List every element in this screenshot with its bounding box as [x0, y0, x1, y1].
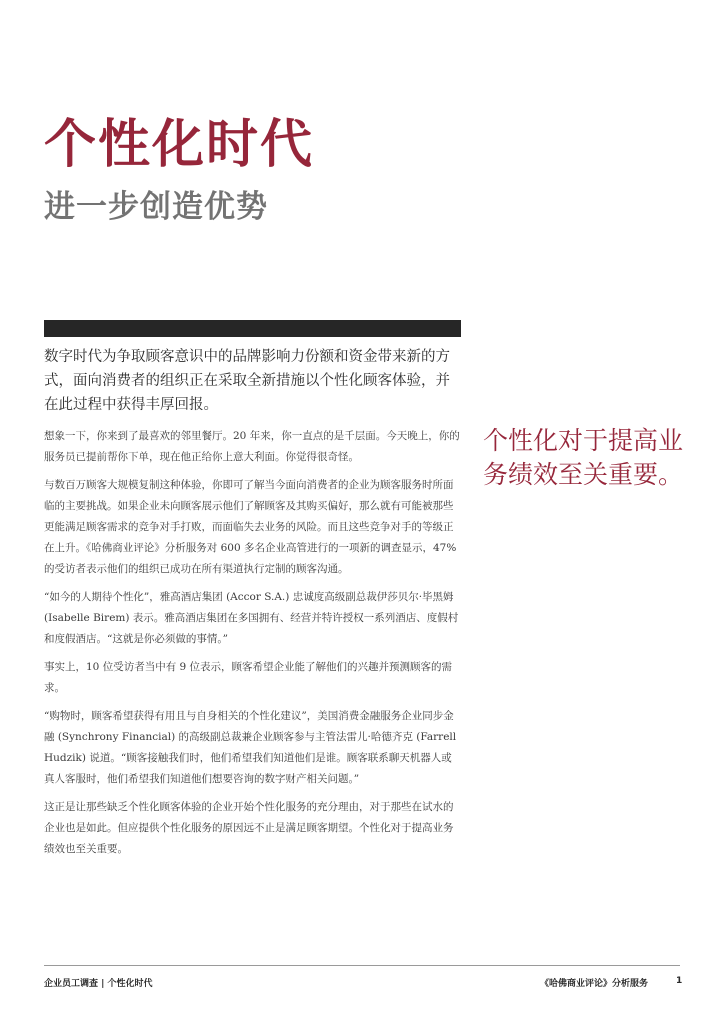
- footer-divider: [44, 965, 680, 966]
- page-number: 1: [676, 976, 683, 986]
- page-title: 个性化时代: [44, 115, 315, 175]
- body-paragraph: “如今的人期待个性化”，雅高酒店集团 (Accor S.A.) 忠诚度高级副总裁伊莎贝尔·毕黑姆 (Isabelle Birem) 表示。雅高酒店集团在多国拥有、经营并特许授权一系列酒店、度假村和度假酒店。“这就是你必须做的事情。”: [44, 591, 459, 645]
- body-paragraph: 与数百万顾客大规模复制这种体验，你即可了解当今面向消费者的企业为顾客服务时所面临的主要挑战。如果企业未向顾客展示他们了解顾客及其购买偏好，那么就有可能被那些更能满足顾客需求的竞争对手打败，而面临失去业务的风险。而且这些竞争对手的等级正在上升。《哈佛商业评论》分析服务对 600 多名企业高管进行的一项新的调查显示，47% 的受访者表示他们的组织已成功在所有渠道执行定制的顾客沟通。: [44, 479, 457, 575]
- body-paragraph: 这正是让那些缺乏个性化顾客体验的企业开始个性化服务的充分理由，对于那些在试水的企业也是如此。但应提供个性化服务的原因远不止是满足顾客期望。个性化对于提高业务绩效也至关重要。: [44, 801, 454, 855]
- lead-paragraph: 数字时代为争取顾客意识中的品牌影响力份额和资金带来新的方式，面向消费者的组织正在采取全新措施以个性化顾客体验，并在此过程中获得丰厚回报。: [44, 349, 450, 413]
- footer-publisher: 《哈佛商业评论》分析服务: [540, 979, 649, 989]
- body-text: [44, 426, 462, 867]
- section-divider-bar: [44, 320, 461, 337]
- page-subtitle: 进一步创造优势: [44, 189, 268, 225]
- body-paragraph: 事实上，10 位受访者当中有 9 位表示，顾客希望企业能了解他们的兴趣并预测顾客的需求。: [44, 661, 453, 694]
- body-paragraph: 想象一下，你来到了最喜欢的邻里餐厅。20 年来，你一直点的是千层面。今天晚上，你的服务员已提前帮你下单，现在他正给你上意大利面。你觉得很奇怪。: [44, 430, 460, 463]
- pull-quote: 个性化对于提高业务绩效至关重要。: [483, 426, 684, 489]
- footer-section-label: 企业员工调查 | 个性化时代: [44, 979, 153, 989]
- body-paragraph: “购物时，顾客希望获得有用且与自身相关的个性化建议”，美国消费金融服务企业同步金融 (Synchrony Financial) 的高级副总裁兼企业顾客参与主管法雷儿·哈德齐克 (Farrell Hudzik) 说道。“顾客接触我们时，他们希望我们知道他们是谁。顾客联系聊天机器人或真人客服时，他们希望我们知道他们想要咨询的数字财产相关问题。”: [44, 710, 457, 785]
